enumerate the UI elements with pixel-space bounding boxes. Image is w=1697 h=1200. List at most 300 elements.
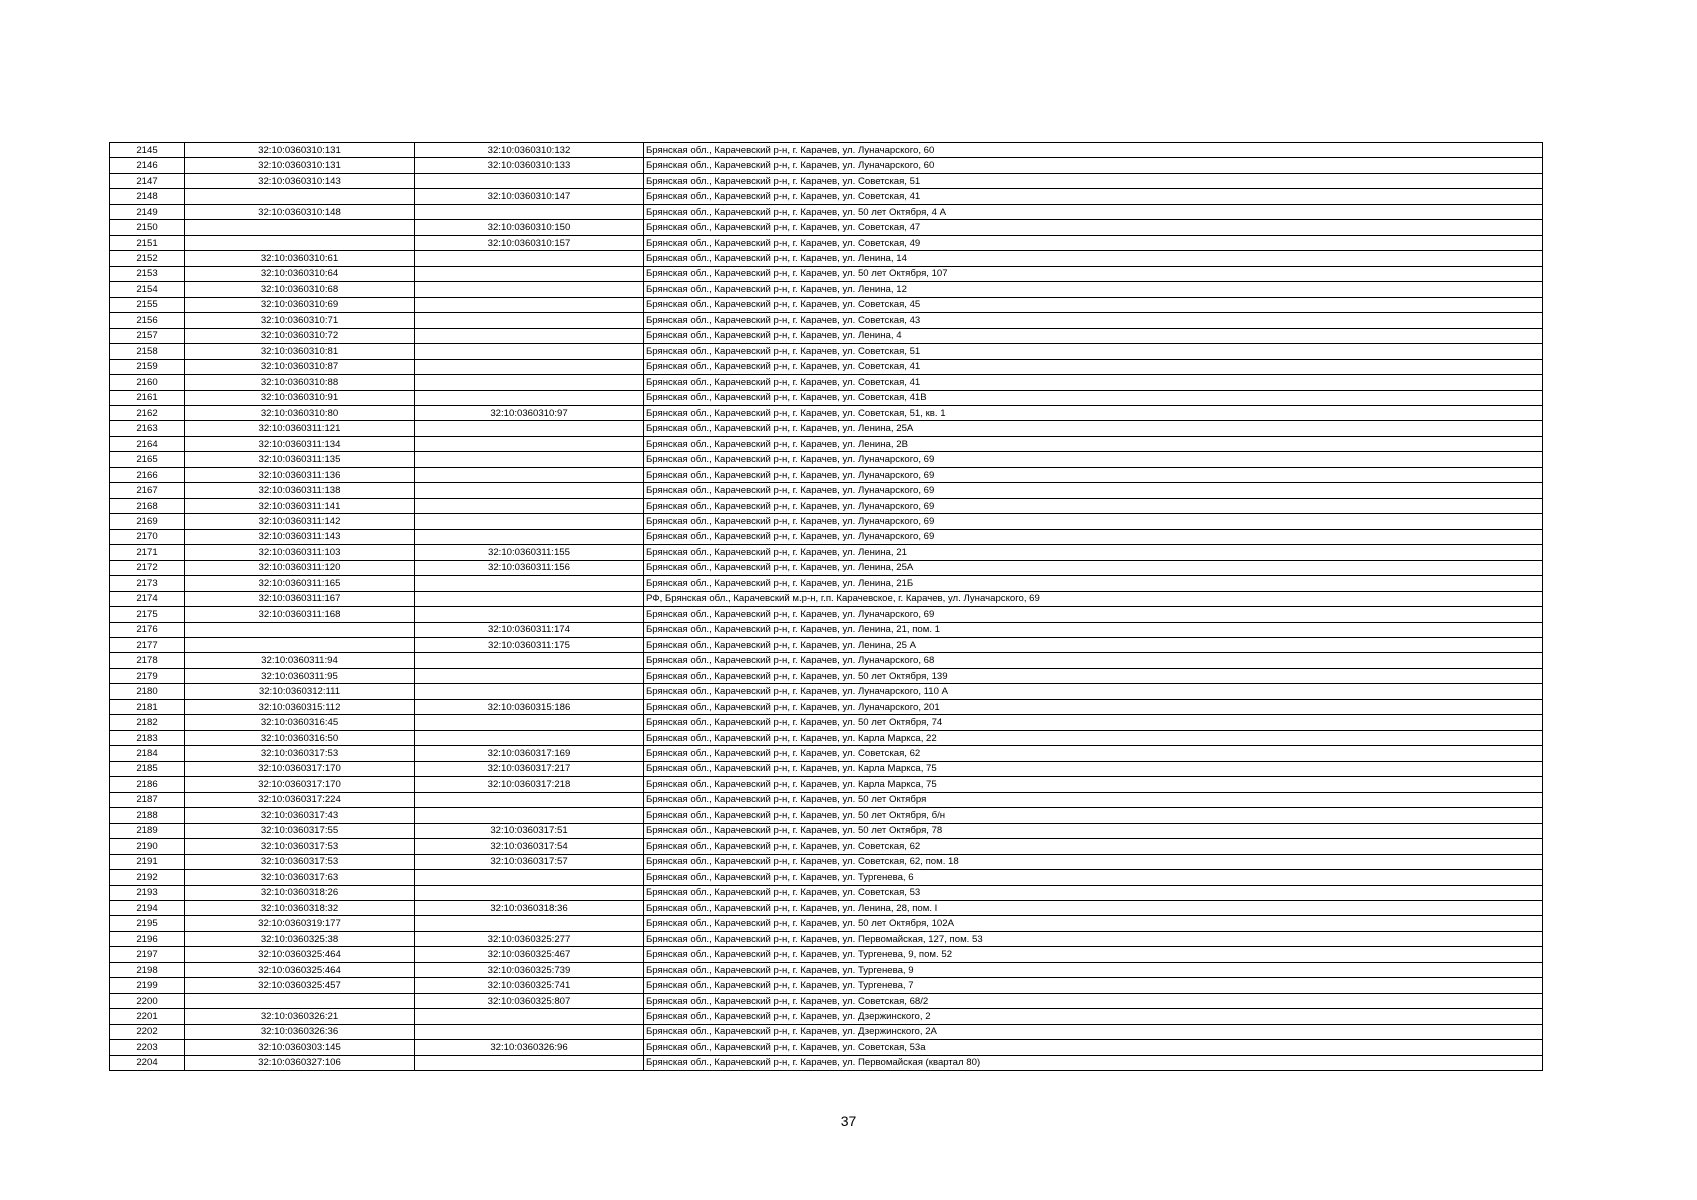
address-cell: Брянская обл., Карачевский р-н, г. Карачев, ул. Ленина, 14 [644, 251, 1543, 266]
table-row [110, 715, 1543, 730]
related-cadastral-number-cell [415, 359, 644, 374]
row-number-cell: 2181 [110, 699, 185, 714]
address-cell: Брянская обл., Карачевский р-н, г. Карачев, ул. Советская, 49 [644, 235, 1543, 250]
cadastral-number-cell: 32:10:0360310:69 [185, 297, 415, 312]
address-cell: Брянская обл., Карачевский р-н, г. Карачев, ул. Карла Маркса, 75 [644, 777, 1543, 792]
address-cell: Брянская обл., Карачевский р-н, г. Карачев, ул. Карла Маркса, 22 [644, 730, 1543, 745]
table-row [110, 607, 1543, 622]
address-cell: Брянская обл., Карачевский р-н, г. Карачев, ул. Карла Маркса, 75 [644, 761, 1543, 776]
cadastral-number-cell: 32:10:0360311:95 [185, 668, 415, 683]
cadastral-number-cell [185, 993, 415, 1008]
cadastral-number-cell [185, 220, 415, 235]
cadastral-number-cell: 32:10:0360327:106 [185, 1055, 415, 1070]
address-cell: Брянская обл., Карачевский р-н, г. Карачев, ул. Ленина, 21 [644, 545, 1543, 560]
address-cell: Брянская обл., Карачевский р-н, г. Карачев, ул. Луначарского, 69 [644, 607, 1543, 622]
row-number-cell: 2184 [110, 746, 185, 761]
cadastral-number-cell [185, 622, 415, 637]
address-cell: Брянская обл., Карачевский р-н, г. Карачев, ул. Первомайская, 127, пом. 53 [644, 931, 1543, 946]
related-cadastral-number-cell [415, 282, 644, 297]
address-cell: Брянская обл., Карачевский р-н, г. Карачев, ул. Дзержинского, 2 [644, 1009, 1543, 1024]
row-number-cell: 2183 [110, 730, 185, 745]
row-number-cell: 2198 [110, 962, 185, 977]
address-cell: Брянская обл., Карачевский р-н, г. Карачев, ул. Советская, 41 [644, 189, 1543, 204]
table-row [110, 344, 1543, 359]
table-row [110, 839, 1543, 854]
address-cell: Брянская обл., Карачевский р-н, г. Карачев, ул. Ленина, 25 А [644, 638, 1543, 653]
row-number-cell: 2172 [110, 560, 185, 575]
cadastral-number-cell: 32:10:0360310:91 [185, 390, 415, 405]
related-cadastral-number-cell [415, 715, 644, 730]
row-number-cell: 2167 [110, 483, 185, 498]
table-row [110, 638, 1543, 653]
address-cell: Брянская обл., Карачевский р-н, г. Карачев, ул. Ленина, 25А [644, 421, 1543, 436]
related-cadastral-number-cell [415, 576, 644, 591]
table-row [110, 560, 1543, 575]
address-cell: Брянская обл., Карачевский р-н, г. Карачев, ул. Ленина, 4 [644, 328, 1543, 343]
table-row [110, 220, 1543, 235]
related-cadastral-number-cell: 32:10:0360326:96 [415, 1040, 644, 1055]
row-number-cell: 2148 [110, 189, 185, 204]
row-number-cell: 2160 [110, 375, 185, 390]
table-row [110, 467, 1543, 482]
cadastral-number-cell: 32:10:0360310:143 [185, 173, 415, 188]
related-cadastral-number-cell: 32:10:0360310:97 [415, 405, 644, 420]
row-number-cell: 2149 [110, 204, 185, 219]
related-cadastral-number-cell [415, 808, 644, 823]
address-cell: РФ, Брянская обл., Карачевский м.р-н, г.п. Карачевское, г. Карачев, ул. Луначарского, 69 [644, 591, 1543, 606]
table-row [110, 483, 1543, 498]
address-cell: Брянская обл., Карачевский р-н, г. Карачев, ул. Тургенева, 6 [644, 870, 1543, 885]
table-row [110, 313, 1543, 328]
table-row [110, 158, 1543, 173]
row-number-cell: 2164 [110, 436, 185, 451]
related-cadastral-number-cell: 32:10:0360310:150 [415, 220, 644, 235]
table-row [110, 143, 1543, 158]
related-cadastral-number-cell [415, 885, 644, 900]
related-cadastral-number-cell [415, 653, 644, 668]
cadastral-number-cell: 32:10:0360310:131 [185, 158, 415, 173]
table-row [110, 173, 1543, 188]
cadastral-table [109, 142, 1543, 1071]
cadastral-number-cell: 32:10:0360311:121 [185, 421, 415, 436]
table-row [110, 189, 1543, 204]
table-row [110, 421, 1543, 436]
table-row [110, 931, 1543, 946]
address-cell: Брянская обл., Карачевский р-н, г. Карачев, ул. 50 лет Октября, 78 [644, 823, 1543, 838]
row-number-cell: 2173 [110, 576, 185, 591]
address-cell: Брянская обл., Карачевский р-н, г. Карачев, ул. Советская, 41 [644, 375, 1543, 390]
table-row [110, 452, 1543, 467]
cadastral-number-cell: 32:10:0360312:111 [185, 684, 415, 699]
address-cell: Брянская обл., Карачевский р-н, г. Карачев, ул. Советская, 62, пом. 18 [644, 854, 1543, 869]
related-cadastral-number-cell [415, 328, 644, 343]
row-number-cell: 2202 [110, 1024, 185, 1039]
address-cell: Брянская обл., Карачевский р-н, г. Карачев, ул. Ленина, 25А [644, 560, 1543, 575]
related-cadastral-number-cell: 32:10:0360311:175 [415, 638, 644, 653]
address-cell: Брянская обл., Карачевский р-н, г. Карачев, ул. Первомайская (квартал 80) [644, 1055, 1543, 1070]
table-row [110, 1055, 1543, 1070]
table-row [110, 266, 1543, 281]
row-number-cell: 2170 [110, 529, 185, 544]
table-row [110, 375, 1543, 390]
table-row [110, 854, 1543, 869]
address-cell: Брянская обл., Карачевский р-н, г. Карачев, ул. Луначарского, 69 [644, 452, 1543, 467]
related-cadastral-number-cell [415, 607, 644, 622]
row-number-cell: 2146 [110, 158, 185, 173]
related-cadastral-number-cell: 32:10:0360317:57 [415, 854, 644, 869]
row-number-cell: 2188 [110, 808, 185, 823]
row-number-cell: 2197 [110, 947, 185, 962]
address-cell: Брянская обл., Карачевский р-н, г. Карачев, ул. Тургенева, 7 [644, 978, 1543, 993]
row-number-cell: 2155 [110, 297, 185, 312]
row-number-cell: 2186 [110, 777, 185, 792]
related-cadastral-number-cell [415, 498, 644, 513]
table-row [110, 1024, 1543, 1039]
related-cadastral-number-cell [415, 514, 644, 529]
table-row [110, 900, 1543, 915]
row-number-cell: 2151 [110, 235, 185, 250]
address-cell: Брянская обл., Карачевский р-н, г. Карачев, ул. Советская, 62 [644, 746, 1543, 761]
related-cadastral-number-cell: 32:10:0360325:739 [415, 962, 644, 977]
row-number-cell: 2163 [110, 421, 185, 436]
address-cell: Брянская обл., Карачевский р-н, г. Карачев, ул. Советская, 51 [644, 173, 1543, 188]
row-number-cell: 2201 [110, 1009, 185, 1024]
row-number-cell: 2154 [110, 282, 185, 297]
row-number-cell: 2150 [110, 220, 185, 235]
cadastral-number-cell: 32:10:0360311:103 [185, 545, 415, 560]
cadastral-number-cell: 32:10:0360310:64 [185, 266, 415, 281]
cadastral-number-cell: 32:10:0360325:464 [185, 962, 415, 977]
table-row [110, 235, 1543, 250]
address-cell: Брянская обл., Карачевский р-н, г. Карачев, ул. Ленина, 12 [644, 282, 1543, 297]
cadastral-number-cell: 32:10:0360311:138 [185, 483, 415, 498]
table-row [110, 1009, 1543, 1024]
table-row [110, 405, 1543, 420]
address-cell: Брянская обл., Карачевский р-н, г. Карачев, ул. Луначарского, 69 [644, 467, 1543, 482]
address-cell: Брянская обл., Карачевский р-н, г. Карачев, ул. Ленина, 28, пом. I [644, 900, 1543, 915]
cadastral-number-cell: 32:10:0360310:131 [185, 143, 415, 158]
cadastral-number-cell: 32:10:0360317:53 [185, 839, 415, 854]
cadastral-number-cell: 32:10:0360311:168 [185, 607, 415, 622]
address-cell: Брянская обл., Карачевский р-н, г. Карачев, ул. Луначарского, 68 [644, 653, 1543, 668]
table-row [110, 916, 1543, 931]
related-cadastral-number-cell [415, 870, 644, 885]
cadastral-number-cell: 32:10:0360310:88 [185, 375, 415, 390]
address-cell: Брянская обл., Карачевский р-н, г. Карачев, ул. Тургенева, 9, пом. 52 [644, 947, 1543, 962]
row-number-cell: 2204 [110, 1055, 185, 1070]
related-cadastral-number-cell [415, 483, 644, 498]
table-row [110, 668, 1543, 683]
related-cadastral-number-cell: 32:10:0360325:741 [415, 978, 644, 993]
cadastral-number-cell: 32:10:0360310:80 [185, 405, 415, 420]
row-number-cell: 2175 [110, 607, 185, 622]
cadastral-number-cell: 32:10:0360310:71 [185, 313, 415, 328]
related-cadastral-number-cell: 32:10:0360310:157 [415, 235, 644, 250]
row-number-cell: 2147 [110, 173, 185, 188]
related-cadastral-number-cell [415, 1055, 644, 1070]
row-number-cell: 2196 [110, 931, 185, 946]
row-number-cell: 2162 [110, 405, 185, 420]
row-number-cell: 2152 [110, 251, 185, 266]
table-row [110, 808, 1543, 823]
address-cell: Брянская обл., Карачевский р-н, г. Карачев, ул. Советская, 53 [644, 885, 1543, 900]
related-cadastral-number-cell [415, 730, 644, 745]
table-row [110, 297, 1543, 312]
table-row [110, 792, 1543, 807]
related-cadastral-number-cell [415, 375, 644, 390]
table-row [110, 514, 1543, 529]
cadastral-number-cell: 32:10:0360311:141 [185, 498, 415, 513]
related-cadastral-number-cell: 32:10:0360325:277 [415, 931, 644, 946]
table-row [110, 359, 1543, 374]
related-cadastral-number-cell: 32:10:0360325:807 [415, 993, 644, 1008]
row-number-cell: 2174 [110, 591, 185, 606]
cadastral-number-cell: 32:10:0360311:94 [185, 653, 415, 668]
related-cadastral-number-cell [415, 251, 644, 266]
related-cadastral-number-cell [415, 204, 644, 219]
related-cadastral-number-cell: 32:10:0360310:132 [415, 143, 644, 158]
row-number-cell: 2185 [110, 761, 185, 776]
cadastral-number-cell: 32:10:0360317:53 [185, 854, 415, 869]
address-cell: Брянская обл., Карачевский р-н, г. Карачев, ул. Луначарского, 60 [644, 158, 1543, 173]
address-cell: Брянская обл., Карачевский р-н, г. Карачев, ул. 50 лет Октября, 102А [644, 916, 1543, 931]
page-number: 37 [840, 1113, 857, 1129]
address-cell: Брянская обл., Карачевский р-н, г. Карачев, ул. Советская, 51, кв. 1 [644, 405, 1543, 420]
cadastral-number-cell: 32:10:0360311:136 [185, 467, 415, 482]
row-number-cell: 2145 [110, 143, 185, 158]
related-cadastral-number-cell: 32:10:0360311:156 [415, 560, 644, 575]
cadastral-number-cell: 32:10:0360325:38 [185, 931, 415, 946]
related-cadastral-number-cell [415, 421, 644, 436]
related-cadastral-number-cell: 32:10:0360315:186 [415, 699, 644, 714]
address-cell: Брянская обл., Карачевский р-н, г. Карачев, ул. Дзержинского, 2А [644, 1024, 1543, 1039]
row-number-cell: 2177 [110, 638, 185, 653]
related-cadastral-number-cell [415, 266, 644, 281]
cadastral-number-cell: 32:10:0360311:167 [185, 591, 415, 606]
address-cell: Брянская обл., Карачевский р-н, г. Карачев, ул. Советская, 53а [644, 1040, 1543, 1055]
address-cell: Брянская обл., Карачевский р-н, г. Карачев, ул. Советская, 51 [644, 344, 1543, 359]
row-number-cell: 2157 [110, 328, 185, 343]
address-cell: Брянская обл., Карачевский р-н, г. Карачев, ул. Луначарского, 69 [644, 498, 1543, 513]
address-cell: Брянская обл., Карачевский р-н, г. Карачев, ул. Тургенева, 9 [644, 962, 1543, 977]
cadastral-number-cell: 32:10:0360311:165 [185, 576, 415, 591]
cadastral-number-cell: 32:10:0360311:135 [185, 452, 415, 467]
cadastral-number-cell [185, 638, 415, 653]
table-row [110, 823, 1543, 838]
table-row [110, 545, 1543, 560]
cadastral-number-cell: 32:10:0360310:148 [185, 204, 415, 219]
related-cadastral-number-cell [415, 916, 644, 931]
table-row [110, 576, 1543, 591]
address-cell: Брянская обл., Карачевский р-н, г. Карачев, ул. 50 лет Октября, 107 [644, 266, 1543, 281]
related-cadastral-number-cell [415, 529, 644, 544]
table-row [110, 730, 1543, 745]
cadastral-number-cell: 32:10:0360316:45 [185, 715, 415, 730]
cadastral-number-cell: 32:10:0360317:170 [185, 777, 415, 792]
row-number-cell: 2191 [110, 854, 185, 869]
address-cell: Брянская обл., Карачевский р-н, г. Карачев, ул. 50 лет Октября, 139 [644, 668, 1543, 683]
table-row [110, 204, 1543, 219]
address-cell: Брянская обл., Карачевский р-н, г. Карачев, ул. Ленина, 21Б [644, 576, 1543, 591]
related-cadastral-number-cell: 32:10:0360310:133 [415, 158, 644, 173]
row-number-cell: 2169 [110, 514, 185, 529]
table-row [110, 436, 1543, 451]
table-row [110, 251, 1543, 266]
address-cell: Брянская обл., Карачевский р-н, г. Карачев, ул. Советская, 47 [644, 220, 1543, 235]
table-row [110, 529, 1543, 544]
cadastral-number-cell: 32:10:0360303:145 [185, 1040, 415, 1055]
row-number-cell: 2158 [110, 344, 185, 359]
cadastral-number-cell [185, 189, 415, 204]
cadastral-number-cell: 32:10:0360318:26 [185, 885, 415, 900]
related-cadastral-number-cell: 32:10:0360317:51 [415, 823, 644, 838]
row-number-cell: 2195 [110, 916, 185, 931]
cadastral-number-cell: 32:10:0360316:50 [185, 730, 415, 745]
table-row [110, 870, 1543, 885]
cadastral-number-cell: 32:10:0360317:63 [185, 870, 415, 885]
row-number-cell: 2190 [110, 839, 185, 854]
row-number-cell: 2194 [110, 900, 185, 915]
cadastral-number-cell: 32:10:0360310:61 [185, 251, 415, 266]
address-cell: Брянская обл., Карачевский р-н, г. Карачев, ул. Луначарского, 69 [644, 529, 1543, 544]
address-cell: Брянская обл., Карачевский р-н, г. Карачев, ул. Советская, 45 [644, 297, 1543, 312]
related-cadastral-number-cell [415, 436, 644, 451]
related-cadastral-number-cell [415, 668, 644, 683]
table-row [110, 282, 1543, 297]
row-number-cell: 2161 [110, 390, 185, 405]
row-number-cell: 2189 [110, 823, 185, 838]
row-number-cell: 2156 [110, 313, 185, 328]
table-row [110, 591, 1543, 606]
row-number-cell: 2168 [110, 498, 185, 513]
address-cell: Брянская обл., Карачевский р-н, г. Карачев, ул. Луначарского, 201 [644, 699, 1543, 714]
address-cell: Брянская обл., Карачевский р-н, г. Карачев, ул. Луначарского, 60 [644, 143, 1543, 158]
table-row [110, 1040, 1543, 1055]
row-number-cell: 2159 [110, 359, 185, 374]
cadastral-number-cell: 32:10:0360319:177 [185, 916, 415, 931]
row-number-cell: 2192 [110, 870, 185, 885]
row-number-cell: 2166 [110, 467, 185, 482]
related-cadastral-number-cell [415, 173, 644, 188]
address-cell: Брянская обл., Карачевский р-н, г. Карачев, ул. Советская, 41В [644, 390, 1543, 405]
cadastral-number-cell: 32:10:0360317:170 [185, 761, 415, 776]
related-cadastral-number-cell [415, 452, 644, 467]
related-cadastral-number-cell [415, 467, 644, 482]
cadastral-number-cell: 32:10:0360311:134 [185, 436, 415, 451]
address-cell: Брянская обл., Карачевский р-н, г. Карачев, ул. 50 лет Октября, б/н [644, 808, 1543, 823]
cadastral-number-cell: 32:10:0360310:68 [185, 282, 415, 297]
cadastral-number-cell: 32:10:0360311:143 [185, 529, 415, 544]
related-cadastral-number-cell [415, 313, 644, 328]
cadastral-number-cell: 32:10:0360311:142 [185, 514, 415, 529]
cadastral-number-cell: 32:10:0360318:32 [185, 900, 415, 915]
table-row [110, 978, 1543, 993]
related-cadastral-number-cell [415, 684, 644, 699]
cadastral-number-cell: 32:10:0360310:81 [185, 344, 415, 359]
related-cadastral-number-cell [415, 792, 644, 807]
address-cell: Брянская обл., Карачевский р-н, г. Карачев, ул. Советская, 68/2 [644, 993, 1543, 1008]
related-cadastral-number-cell [415, 297, 644, 312]
cadastral-number-cell [185, 235, 415, 250]
table-row [110, 947, 1543, 962]
cadastral-number-cell: 32:10:0360326:21 [185, 1009, 415, 1024]
related-cadastral-number-cell: 32:10:0360317:218 [415, 777, 644, 792]
table-row [110, 390, 1543, 405]
related-cadastral-number-cell [415, 1024, 644, 1039]
row-number-cell: 2165 [110, 452, 185, 467]
address-cell: Брянская обл., Карачевский р-н, г. Карачев, ул. Луначарского, 69 [644, 483, 1543, 498]
related-cadastral-number-cell: 32:10:0360317:217 [415, 761, 644, 776]
cadastral-number-cell: 32:10:0360325:457 [185, 978, 415, 993]
address-cell: Брянская обл., Карачевский р-н, г. Карачев, ул. Луначарского, 110 А [644, 684, 1543, 699]
related-cadastral-number-cell: 32:10:0360317:169 [415, 746, 644, 761]
row-number-cell: 2153 [110, 266, 185, 281]
related-cadastral-number-cell: 32:10:0360325:467 [415, 947, 644, 962]
address-cell: Брянская обл., Карачевский р-н, г. Карачев, ул. 50 лет Октября, 4 А [644, 204, 1543, 219]
table-row [110, 653, 1543, 668]
table-row [110, 962, 1543, 977]
row-number-cell: 2179 [110, 668, 185, 683]
related-cadastral-number-cell [415, 1009, 644, 1024]
row-number-cell: 2171 [110, 545, 185, 560]
table-row [110, 622, 1543, 637]
address-cell: Брянская обл., Карачевский р-н, г. Карачев, ул. Советская, 43 [644, 313, 1543, 328]
table-row [110, 699, 1543, 714]
table-row [110, 885, 1543, 900]
table-row [110, 498, 1543, 513]
cadastral-number-cell: 32:10:0360317:43 [185, 808, 415, 823]
address-cell: Брянская обл., Карачевский р-н, г. Карачев, ул. Советская, 41 [644, 359, 1543, 374]
row-number-cell: 2176 [110, 622, 185, 637]
cadastral-number-cell: 32:10:0360326:36 [185, 1024, 415, 1039]
address-cell: Брянская обл., Карачевский р-н, г. Карачев, ул. Ленина, 21, пом. 1 [644, 622, 1543, 637]
address-cell: Брянская обл., Карачевский р-н, г. Карачев, ул. 50 лет Октября [644, 792, 1543, 807]
cadastral-number-cell: 32:10:0360310:72 [185, 328, 415, 343]
row-number-cell: 2199 [110, 978, 185, 993]
cadastral-number-cell: 32:10:0360315:112 [185, 699, 415, 714]
table-row [110, 746, 1543, 761]
cadastral-number-cell: 32:10:0360325:464 [185, 947, 415, 962]
address-cell: Брянская обл., Карачевский р-н, г. Карачев, ул. Луначарского, 69 [644, 514, 1543, 529]
cadastral-number-cell: 32:10:0360311:120 [185, 560, 415, 575]
related-cadastral-number-cell: 32:10:0360318:36 [415, 900, 644, 915]
row-number-cell: 2187 [110, 792, 185, 807]
address-cell: Брянская обл., Карачевский р-н, г. Карачев, ул. 50 лет Октября, 74 [644, 715, 1543, 730]
related-cadastral-number-cell: 32:10:0360317:54 [415, 839, 644, 854]
row-number-cell: 2203 [110, 1040, 185, 1055]
table-row [110, 761, 1543, 776]
related-cadastral-number-cell [415, 390, 644, 405]
row-number-cell: 2180 [110, 684, 185, 699]
cadastral-number-cell: 32:10:0360317:224 [185, 792, 415, 807]
related-cadastral-number-cell: 32:10:0360310:147 [415, 189, 644, 204]
table-row [110, 777, 1543, 792]
address-cell: Брянская обл., Карачевский р-н, г. Карачев, ул. Советская, 62 [644, 839, 1543, 854]
cadastral-number-cell: 32:10:0360317:53 [185, 746, 415, 761]
table-body [110, 143, 1543, 1071]
related-cadastral-number-cell [415, 344, 644, 359]
related-cadastral-number-cell: 32:10:0360311:155 [415, 545, 644, 560]
table-row [110, 328, 1543, 343]
row-number-cell: 2200 [110, 993, 185, 1008]
related-cadastral-number-cell [415, 591, 644, 606]
row-number-cell: 2182 [110, 715, 185, 730]
cadastral-number-cell: 32:10:0360310:87 [185, 359, 415, 374]
related-cadastral-number-cell: 32:10:0360311:174 [415, 622, 644, 637]
table-row [110, 993, 1543, 1008]
address-cell: Брянская обл., Карачевский р-н, г. Карачев, ул. Ленина, 2В [644, 436, 1543, 451]
cadastral-number-cell: 32:10:0360317:55 [185, 823, 415, 838]
